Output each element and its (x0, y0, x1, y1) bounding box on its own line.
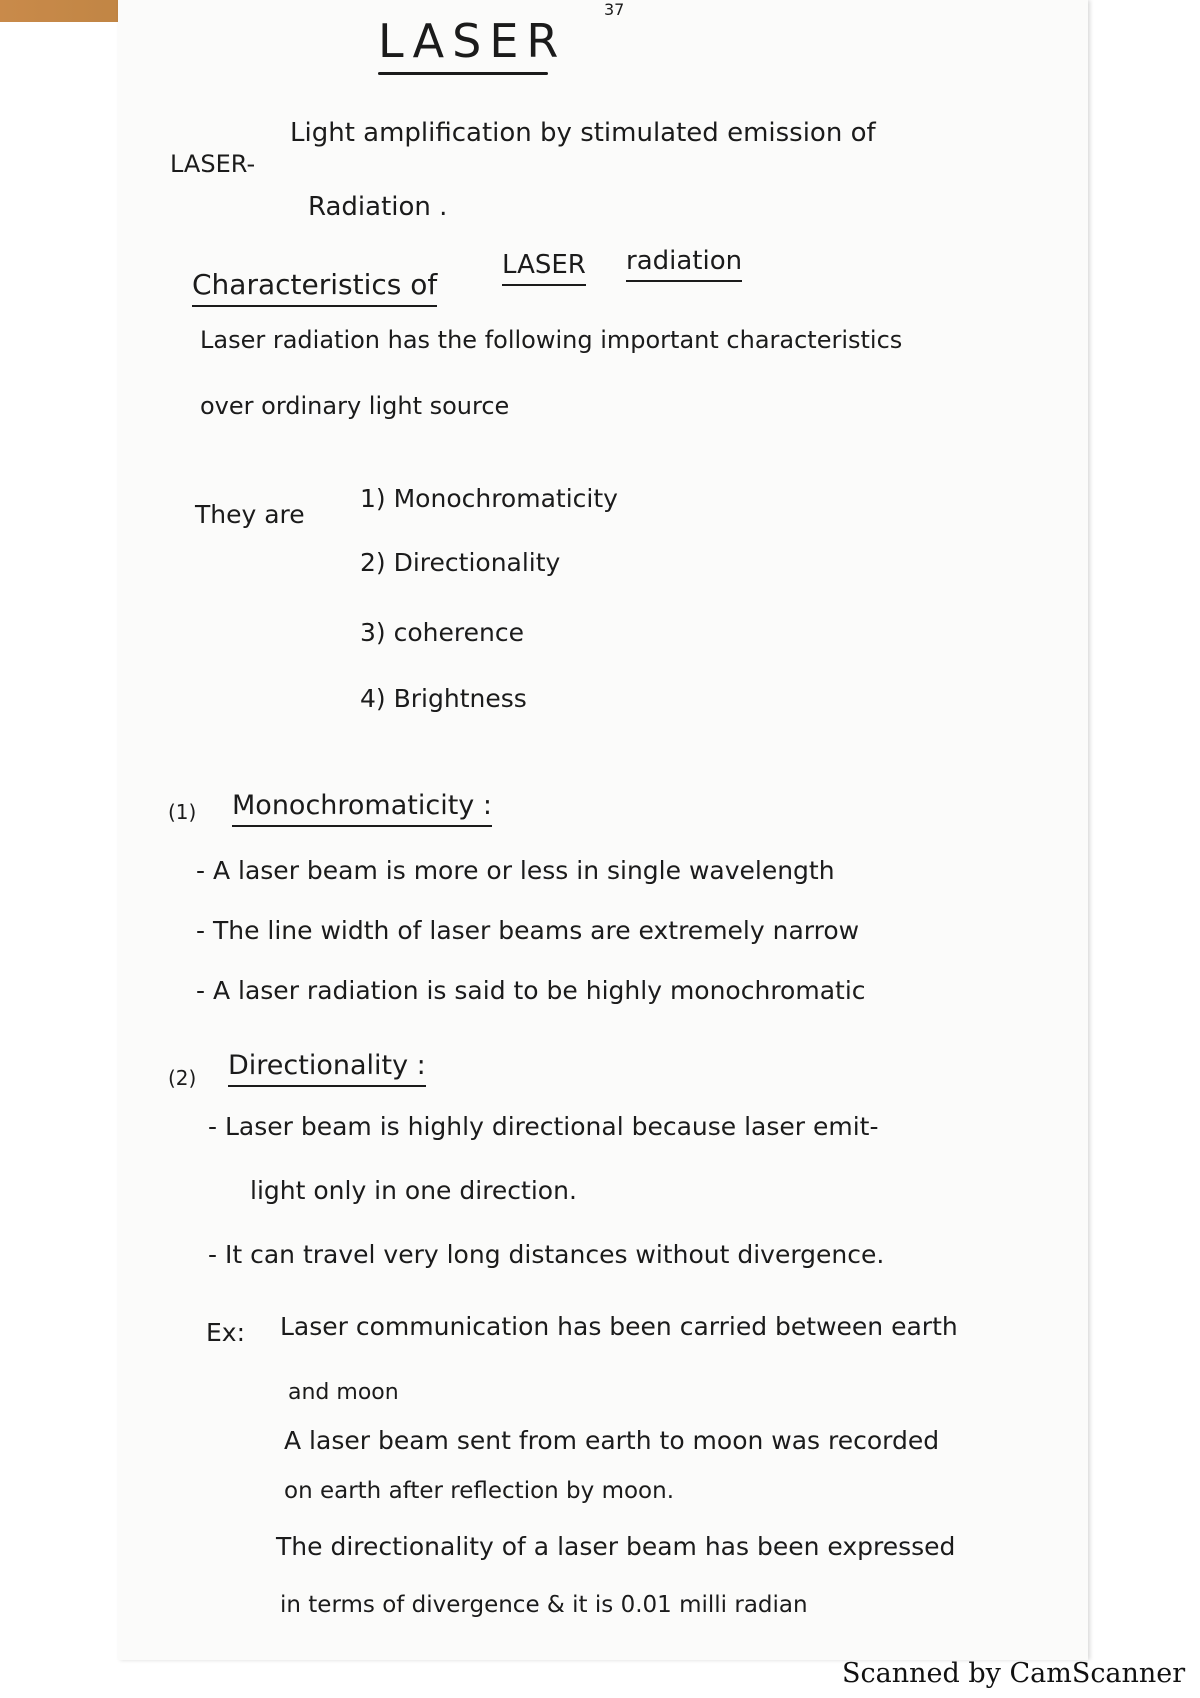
section-2-point-2: - It can travel very long distances without divergence. (208, 1240, 885, 1269)
section-1-number: (1) (168, 800, 197, 824)
definition-line-2: Radiation . (308, 192, 448, 222)
section-1-point: - The line width of laser beams are extremely narrow (196, 916, 860, 945)
characteristics-heading-right: radiation (626, 246, 742, 282)
section-2-number: (2) (168, 1066, 197, 1090)
example-line-2: and moon (288, 1380, 399, 1405)
example-line-6: in terms of divergence & it is 0.01 milli radian (280, 1592, 808, 1618)
section-2-heading: Directionality : (228, 1050, 426, 1087)
section-2-point-1-line-2: light only in one direction. (250, 1176, 577, 1205)
page-title: LASER (378, 14, 567, 68)
title-underline (378, 72, 548, 75)
example-line-5: The directionality of a laser beam has been expressed (276, 1532, 956, 1561)
definition-line-1: Light amplification by stimulated emission of (290, 118, 876, 148)
characteristics-item-4: 4) Brightness (360, 684, 527, 713)
section-2-point-1-line-1: - Laser beam is highly directional because laser emit- (208, 1112, 879, 1141)
section-1-point: - A laser beam is more or less in single wavelength (196, 856, 835, 885)
characteristics-heading-laser: LASER (502, 250, 586, 286)
definition-term: LASER- (170, 150, 256, 178)
example-label: Ex: (206, 1318, 246, 1347)
example-line-3: A laser beam sent from earth to moon was recorded (284, 1426, 940, 1455)
notebook-page (118, 0, 1088, 1660)
characteristics-heading-left: Characteristics of (192, 268, 437, 307)
example-line-1: Laser communication has been carried between earth (280, 1312, 958, 1341)
example-line-4: on earth after reflection by moon. (284, 1478, 675, 1504)
section-1-point: - A laser radiation is said to be highly monochromatic (196, 976, 866, 1005)
page-number: 37 (604, 0, 625, 19)
characteristics-item-2: 2) Directionality (360, 548, 561, 577)
characteristics-item-3: 3) coherence (360, 618, 524, 647)
characteristics-list-lead: They are (195, 500, 305, 529)
characteristics-intro-line-1: Laser radiation has the following important characteristics (200, 326, 903, 354)
scanner-watermark: Scanned by CamScanner (842, 1658, 1186, 1689)
characteristics-item-1: 1) Monochromaticity (360, 484, 618, 513)
section-1-heading: Monochromaticity : (232, 790, 492, 827)
characteristics-intro-line-2: over ordinary light source (200, 392, 510, 420)
